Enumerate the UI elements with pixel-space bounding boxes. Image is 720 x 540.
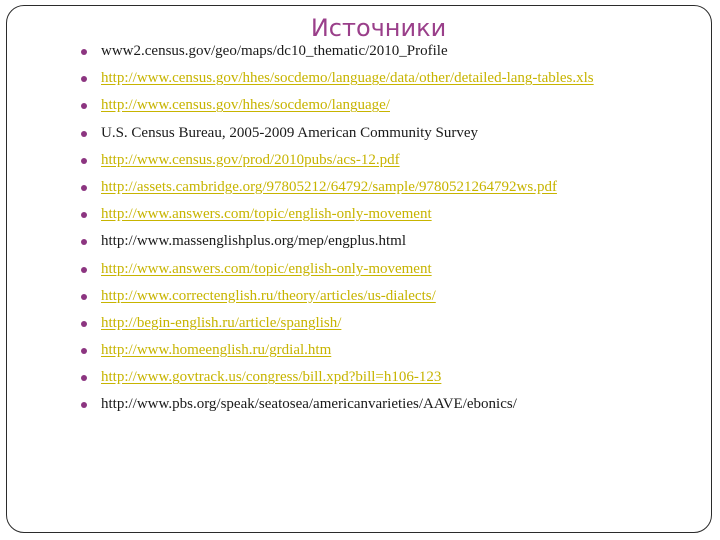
source-text: http://www.massenglishplus.org/mep/engplus.html — [101, 233, 406, 250]
source-link[interactable]: http://www.census.gov/prod/2010pubs/acs-12.pdf — [101, 151, 400, 168]
bullet-icon — [81, 185, 87, 191]
source-text: U.S. Census Bureau, 2005-2009 American Community Survey — [101, 124, 479, 141]
source-link[interactable]: http://www.correctenglish.ru/theory/articles/us-dialects/ — [101, 287, 436, 304]
bullet-icon — [81, 158, 87, 164]
bullet-icon — [81, 321, 87, 327]
slide-title: Источники — [310, 14, 447, 42]
source-text: http://www.pbs.org/speak/seatosea/americanvarieties/AAVE/ebonics/ — [101, 396, 517, 413]
source-link[interactable]: http://www.answers.com/topic/english-only-movement — [101, 206, 432, 223]
source-text: www2.census.gov/geo/maps/dc10_thematic/2010_Profile — [101, 43, 448, 59]
source-link[interactable]: http://www.answers.com/topic/english-only-movement — [101, 260, 432, 277]
source-link[interactable]: http://www.homeenglish.ru/grdial.htm — [101, 342, 332, 359]
source-link[interactable]: http://www.census.gov/hhes/socdemo/language/data/other/detailed-lang-tables.xls — [101, 70, 594, 87]
source-link[interactable]: http://www.census.gov/hhes/socdemo/language/ — [101, 97, 390, 114]
bullet-icon — [81, 49, 87, 55]
source-link[interactable]: http://assets.cambridge.org/97805212/64792/sample/9780521264792ws.pdf — [101, 178, 557, 195]
bullet-icon — [81, 294, 87, 300]
bullet-icon — [81, 131, 87, 137]
source-link[interactable]: http://www.govtrack.us/congress/bill.xpd?bill=h106-123 — [101, 369, 442, 386]
bullet-icon — [81, 267, 87, 273]
source-link[interactable]: http://begin-english.ru/article/spanglish/ — [101, 314, 342, 331]
